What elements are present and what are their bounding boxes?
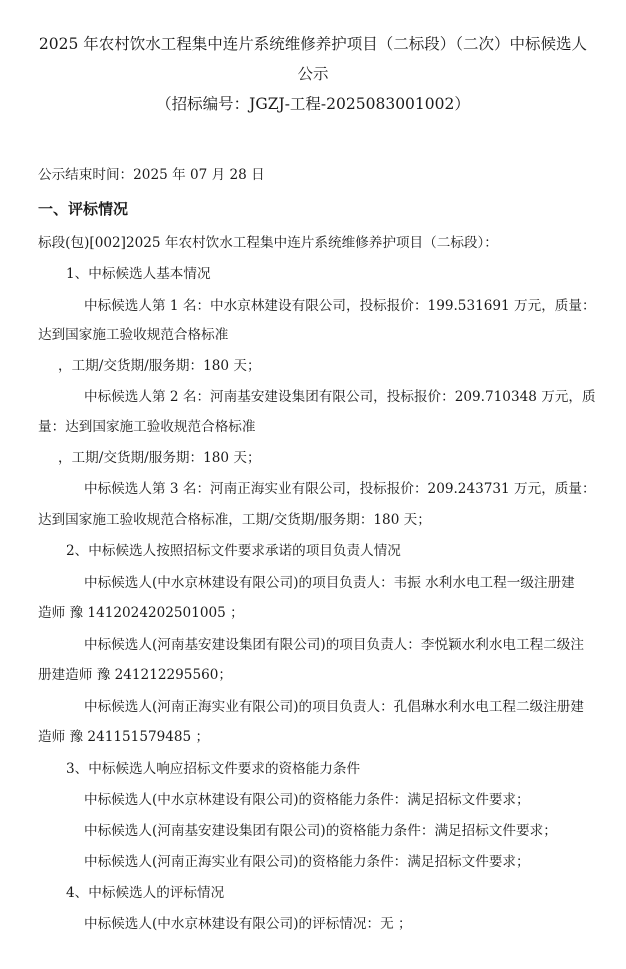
manager-3-line-1: 中标候选人(河南正海实业有限公司)的项目负责人：孔倡琳水利水电工程二级注册建 xyxy=(84,699,584,715)
manager-1-line-1: 中标候选人(中水京林建设有限公司)的项目负责人：韦振 水利水电工程一级注册建 xyxy=(84,575,575,591)
candidate-2-line-1: 中标候选人第 2 名：河南基安建设集团有限公司，投标报价：209.710348 万元，质 xyxy=(84,389,596,405)
subheading-evaluation-status: 4、中标候选人的评标情况 xyxy=(66,885,225,901)
candidate-1-line-3: ，工期/交货期/服务期：180 天； xyxy=(58,358,261,374)
manager-1-line-2: 造师 豫 1412024202501005 ； xyxy=(38,605,244,621)
candidate-1-line-2: 达到国家施工验收规范合格标准 xyxy=(38,327,229,343)
subheading-project-manager: 2、中标候选人按照招标文件要求承诺的项目负责人情况 xyxy=(66,543,401,559)
title-line-2: 公示 xyxy=(297,65,329,83)
subheading-candidate-basic-info: 1、中标候选人基本情况 xyxy=(66,266,211,282)
manager-2-line-1: 中标候选人(河南基安建设集团有限公司)的项目负责人：李悦颖水利水电工程二级注 xyxy=(84,637,584,653)
candidate-2-line-3: ，工期/交货期/服务期：180 天； xyxy=(58,450,261,466)
candidate-3-line-2: 达到国家施工验收规范合格标准，工期/交货期/服务期：180 天； xyxy=(38,512,431,528)
candidate-3-line-1: 中标候选人第 3 名：河南正海实业有限公司，投标报价：209.243731 万元，质量： xyxy=(84,481,596,497)
subheading-qualification: 3、中标候选人响应招标文件要求的资格能力条件 xyxy=(66,761,361,777)
title-line-1: 2025 年农村饮水工程集中连片系统维修养护项目（二标段）（二次）中标候选人 xyxy=(38,35,588,53)
announcement-end-time: 公示结束时间：2025 年 07 月 28 日 xyxy=(38,167,265,183)
candidate-2-line-2: 量：达到国家施工验收规范合格标准 xyxy=(38,419,256,435)
qualification-2: 中标候选人(河南基安建设集团有限公司)的资格能力条件：满足招标文件要求； xyxy=(84,823,557,839)
qualification-1: 中标候选人(中水京林建设有限公司)的资格能力条件：满足招标文件要求； xyxy=(84,792,530,808)
evaluation-1: 中标候选人(中水京林建设有限公司)的评标情况：无 ； xyxy=(84,916,412,932)
bid-section-line: 标段(包)[002]2025 年农村饮水工程集中连片系统维修养护项目（二标段）： xyxy=(38,235,498,251)
title-line-3: （招标编号：JGZJ-工程-2025083001002） xyxy=(156,95,470,113)
section-heading-evaluation: 一、评标情况 xyxy=(38,200,129,218)
manager-3-line-2: 造师 豫 241151579485 ； xyxy=(38,729,210,745)
candidate-1-line-1: 中标候选人第 1 名：中水京林建设有限公司，投标报价：199.531691 万元，质量： xyxy=(84,298,596,314)
manager-2-line-2: 册建造师 豫 241212295560； xyxy=(38,667,232,683)
qualification-3: 中标候选人(河南正海实业有限公司)的资格能力条件：满足招标文件要求； xyxy=(84,854,530,870)
